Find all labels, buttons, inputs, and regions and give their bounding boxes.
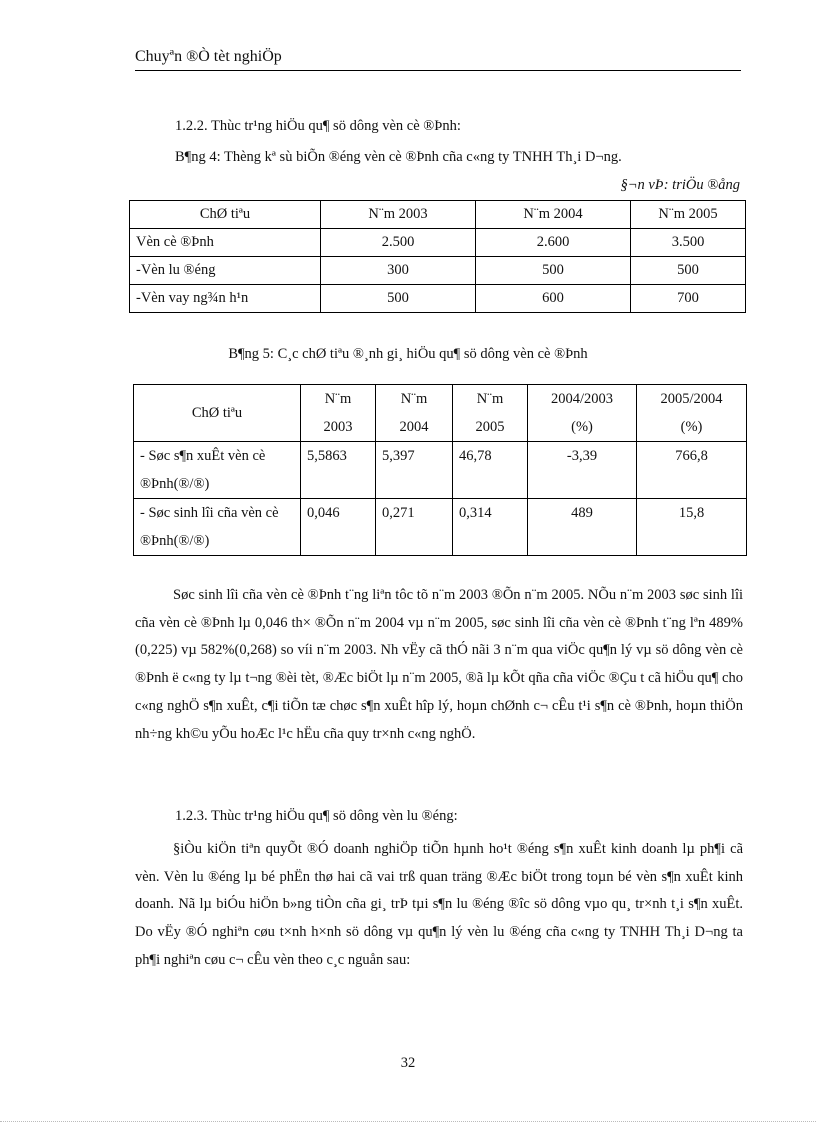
table4-cell: 300 (321, 257, 476, 285)
table5-cell: 0,046 (301, 499, 376, 556)
table5-header-bottom: 2003 (323, 419, 353, 435)
table5-header-top: N¨m (324, 391, 352, 407)
table4-cell: -Vèn lu ®éng (130, 257, 321, 285)
table5-header-cell (301, 385, 376, 442)
table5-header-bottom: (%) (680, 419, 703, 435)
table4-unit: §¬n vÞ: triÖu ®ång (620, 177, 740, 193)
table5-header-top: 2004/2003 (550, 391, 614, 407)
paragraph-fixed-capital-analysis: Søc sinh lîi cña vèn cè ®Þnh t¨ng liªn tôc tõ n¨m 2003 ®Õn n¨m 2005. NÕu n¨m 2003 søc sinh lîi cña vèn cè ®Þnh lµ 0,046 th× ®Õn n¨m 2004 vµ n¨m 2005, søc sinh lîi cña vèn cè ®Þnh t¨ng lªn 489%(0,225) vµ 582%(0,268) so víi n¨m 2003. Nh vËy cã thÓ nãi 3 n¨m qua viÖc qu¶n lý vµ sö dông vèn cè ®Þnh ë c«ng ty lµ t¬ng ®èi tèt, ®Æc biÖt lµ n¨m 2005, ®ã lµ kÕt qña cña viÖc ®Çu t cã hiÖu qu¶ cho c«ng nghÖ s¶n xuÊt, c¶i tiÕn tæ chøc s¶n xuÊt hîp lý, hoµn chØnh c¬ cÊu t¹i s¶n cè ®Þnh, hoµn thiÖn nh÷ng kh©u yÕu hoÆc l¹c hËu cña quy tr×nh c«ng nghÖ. (135, 587, 743, 742)
table4-cell: -Vèn vay ng¾n h¹n (130, 285, 321, 313)
table5-header-top: N¨m (400, 391, 428, 407)
section-heading-1-2-2: 1.2.2. Thùc tr¹ng hiÖu qu¶ sö dông vèn cè ®Þnh: (175, 118, 461, 134)
table4-cell: 2.500 (321, 229, 476, 257)
table5-header-row (134, 385, 747, 442)
table4-cell: 500 (476, 257, 631, 285)
table4-caption: B¶ng 4: Thèng kª sù biÕn ®éng vèn cè ®Þnh cña c«ng ty TNHH Th¸i D¬ng. (175, 149, 622, 165)
table5-cell: -3,39 (528, 442, 637, 499)
table5-cell: 0,271 (376, 499, 453, 556)
table5 (133, 384, 747, 556)
table5-cell: 5,397 (376, 442, 453, 499)
table5-header-cell (528, 385, 637, 442)
table4-header-cell: N¨m 2003 (321, 201, 476, 229)
paragraph-working-capital: §iÒu kiÖn tiªn quyÕt ®Ó doanh nghiÖp tiÕn hµnh ho¹t ®éng s¶n xuÊt kinh doanh lµ ph¶i cã vèn. Vèn lu ®éng lµ bé phËn thø hai cã vai trß quan träng ®Æc biÖt trong toµn bé vèn s¶n xuÊt kinh doanh. Nã lµ biÓu hiÖn b»ng tiÒn cña gi¸ trÞ tµi s¶n lu ®éng ®îc sö dông vµo qu¸ tr×nh t¸i s¶n xuÊt. Do vËy ®Ó nghiªn cøu t×nh h×nh sö dông vµ qu¶n lý vèn lu ®éng cña c«ng ty TNHH Th¸i D¬ng ta ph¶i nghiªn cøu c¬ cÊu vèn theo c¸c nguån sau: (135, 841, 743, 968)
table5-header-cell (376, 385, 453, 442)
table4-header-cell: ChØ tiªu (130, 201, 321, 229)
table5-cell: 46,78 (453, 442, 528, 499)
table4-cell: Vèn cè ®Þnh (130, 229, 321, 257)
table4-header-cell: N¨m 2004 (476, 201, 631, 229)
table4-cell: 600 (476, 285, 631, 313)
table-row (134, 499, 747, 556)
table4 (129, 200, 746, 313)
table5-header-bottom: 2005 (475, 419, 505, 435)
table5-caption: B¶ng 5: C¸c chØ tiªu ®¸nh gi¸ hiÖu qu¶ sö dông vèn cè ®Þnh (228, 346, 588, 362)
table5-header-top: N¨m (476, 391, 504, 407)
table5-header-bottom: 2004 (399, 419, 429, 435)
table4-cell: 2.600 (476, 229, 631, 257)
table4-cell: 700 (631, 285, 746, 313)
table5-cell: 5,5863 (301, 442, 376, 499)
table5-header-bottom: (%) (571, 419, 593, 435)
page-header: Chuyªn ®Ò tèt nghiÖp (135, 48, 741, 71)
table-row (130, 257, 746, 285)
table5-cell: - Søc s¶n xuÊt vèn cè ®Þnh(®/®) (134, 442, 301, 499)
page-bottom-divider (0, 1121, 816, 1122)
table-row (130, 285, 746, 313)
table5-cell: 766,8 (637, 442, 747, 499)
table4-cell: 3.500 (631, 229, 746, 257)
table4-header-cell: N¨m 2005 (631, 201, 746, 229)
table-row (130, 229, 746, 257)
table5-cell: 0,314 (453, 499, 528, 556)
table4-cell: 500 (321, 285, 476, 313)
table4-header-row (130, 201, 746, 229)
table5-cell: 489 (528, 499, 637, 556)
table5-cell: - Søc sinh lîi cña vèn cè ®Þnh(®/®) (134, 499, 301, 556)
section-heading-1-2-3: 1.2.3. Thùc tr¹ng hiÖu qu¶ sö dông vèn lu ®éng: (175, 808, 458, 824)
table5-cell: 15,8 (637, 499, 747, 556)
page-number: 32 (400, 1055, 416, 1071)
table5-header-top: 2005/2004 (660, 391, 723, 407)
table5-header-cell: ChØ tiªu (134, 385, 301, 442)
table-row (134, 442, 747, 499)
table4-cell: 500 (631, 257, 746, 285)
table5-header-cell (453, 385, 528, 442)
table5-header-cell (637, 385, 747, 442)
